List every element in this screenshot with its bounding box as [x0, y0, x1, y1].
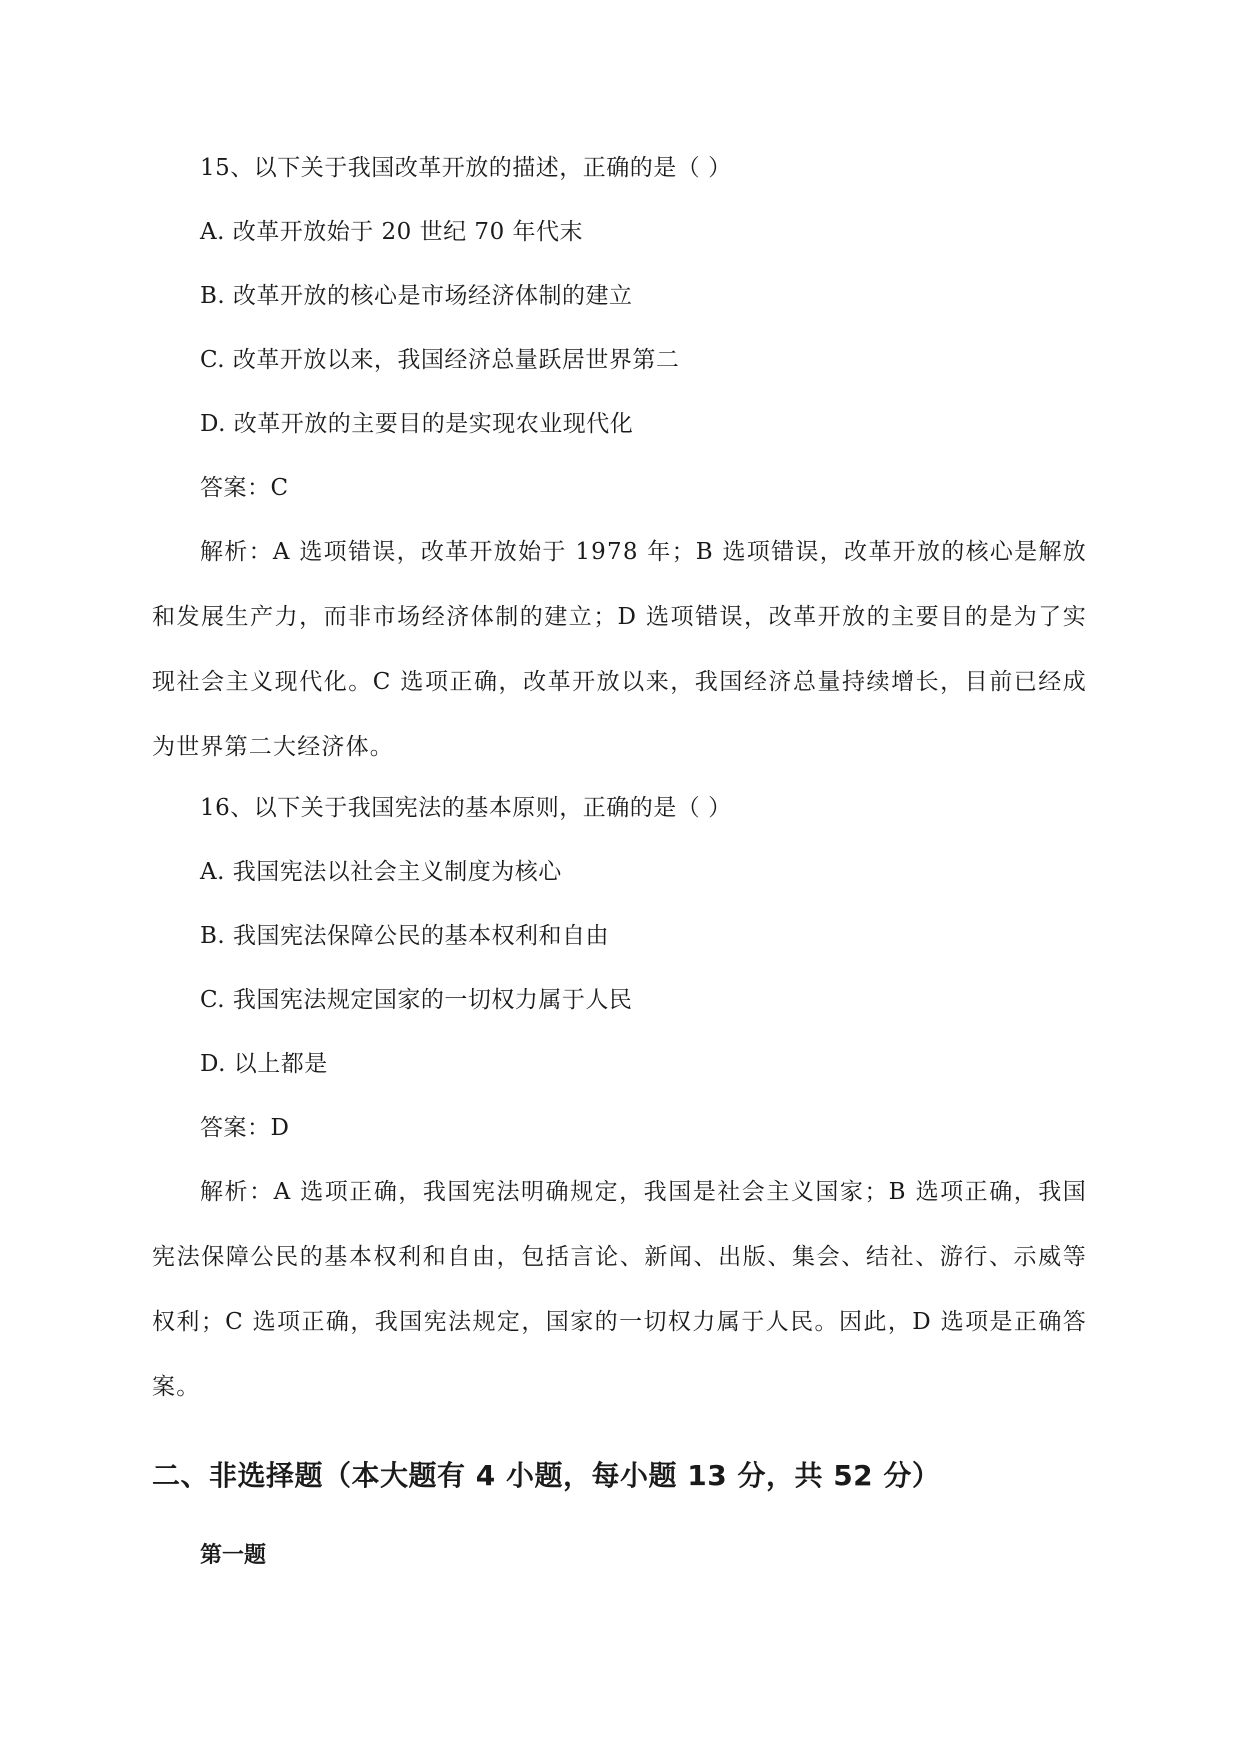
question-16-option-d: D. 以上都是: [200, 1051, 328, 1077]
question-16-option-c: C. 我国宪法规定国家的一切权力属于人民: [200, 987, 633, 1013]
question-16-answer: 答案：D: [200, 1115, 290, 1141]
question-16-stem: 16、以下关于我国宪法的基本原则，正确的是（ ）: [200, 795, 732, 821]
section-heading: 二、非选择题（本大题有 4 小题，每小题 13 分，共 52 分）: [152, 1459, 941, 1492]
question-16-explanation: 解析：A 选项正确，我国宪法明确规定，我国是社会主义国家；B 选项正确，我国宪法保障公民的基本权利和自由，包括言论、新闻、出版、集会、结社、游行、示威等权利；C 选项正确，我国宪法规定，国家的一切权力属于人民。因此，D 选项是正确答案。: [152, 1179, 1087, 1400]
question-15-explanation: 解析：A 选项错误，改革开放始于 1978 年；B 选项错误，改革开放的核心是解放和发展生产力，而非市场经济体制的建立；D 选项错误，改革开放的主要目的是为了实现社会主义现代化。C 选项正确，改革开放以来，我国经济总量持续增长，目前已经成为世界第二大经济体。: [152, 539, 1087, 760]
question-15-option-c: C. 改革开放以来，我国经济总量跃居世界第二: [200, 347, 680, 373]
question-15-answer: 答案：C: [200, 475, 289, 501]
question-15-option-a: A. 改革开放始于 20 世纪 70 年代末: [200, 219, 584, 245]
sub-heading-first-question: 第一题: [200, 1543, 267, 1568]
question-15-option-d: D. 改革开放的主要目的是实现农业现代化: [200, 411, 634, 437]
question-16-option-b: B. 我国宪法保障公民的基本权利和自由: [200, 923, 610, 949]
question-15-stem: 15、以下关于我国改革开放的描述，正确的是（ ）: [200, 155, 732, 181]
question-15-option-b: B. 改革开放的核心是市场经济体制的建立: [200, 283, 633, 309]
question-16-option-a: A. 我国宪法以社会主义制度为核心: [200, 859, 562, 885]
